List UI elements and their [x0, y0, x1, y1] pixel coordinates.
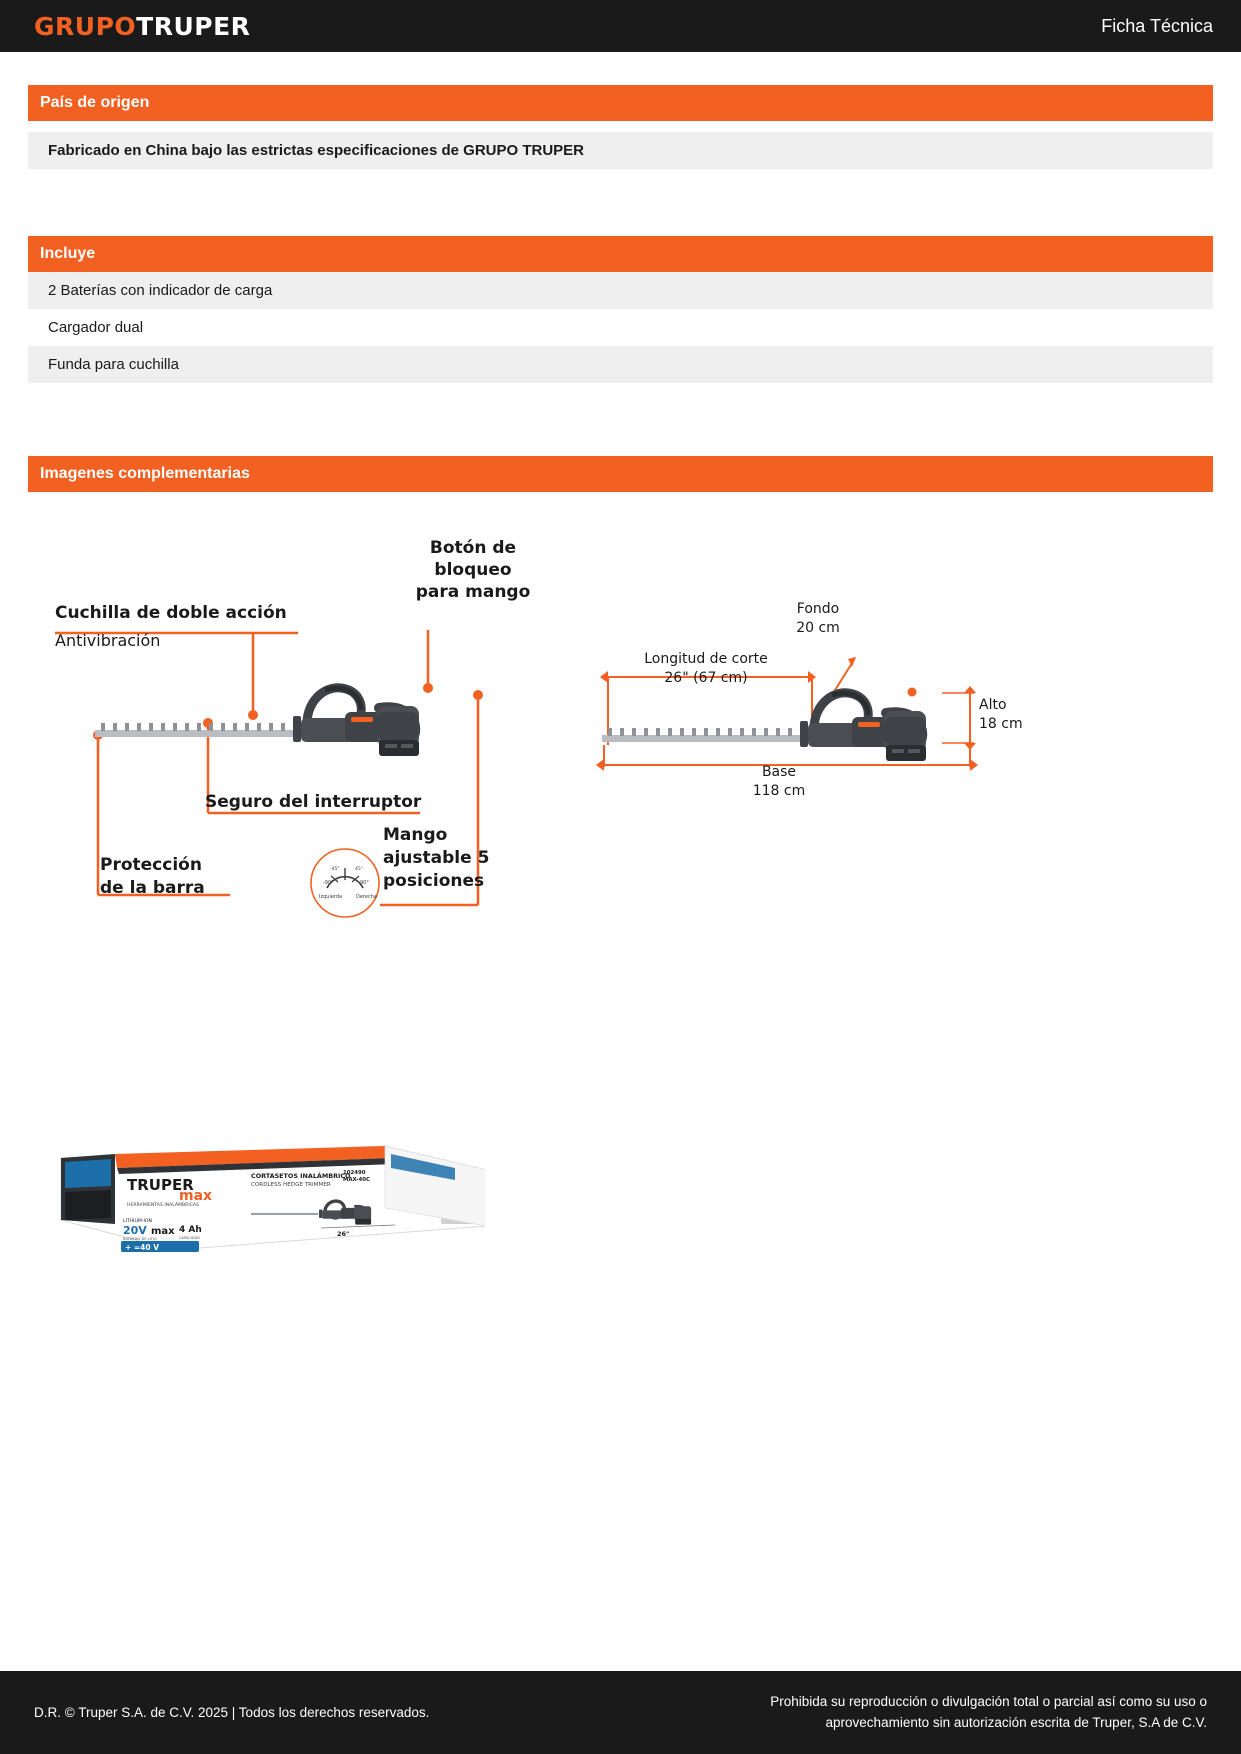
- dial-mid-left-text: -45°: [330, 867, 340, 872]
- section-header-origen: País de origen: [28, 85, 1213, 121]
- dial-right-label-text: Derecha: [356, 894, 377, 900]
- dial-left-degree-text: -90°: [323, 880, 334, 886]
- package-combo-text: + =40 V: [125, 1243, 160, 1252]
- package-model-text: MAX-40C: [343, 1177, 370, 1183]
- callout-label-antivibracion: Antivibración: [55, 631, 161, 650]
- dimension-label-fondo: Fondo 20 cm: [796, 601, 840, 636]
- package-voltage-max-text: max: [151, 1226, 175, 1237]
- package-product-es-text: CORTASETOS INALÁMBRICO: [251, 1172, 351, 1180]
- logo-truper-text: TRUPER: [136, 11, 251, 41]
- package-product-en-text: CORDLESS HEDGE TRIMMER: [251, 1182, 331, 1188]
- handle-rotation-dial-icon: [308, 846, 382, 920]
- callout-label-cuchilla: Cuchilla de doble acción: [55, 603, 287, 623]
- callout-label-boton-bloqueo: Botón de bloqueo para mango: [415, 538, 531, 603]
- callout-label-seguro-interruptor: Seguro del interruptor: [205, 792, 422, 812]
- page-footer: [0, 1671, 1241, 1754]
- package-size-text: 26": [337, 1230, 350, 1238]
- callout-label-proteccion-barra: Protección de la barra: [100, 855, 205, 898]
- dial-mid-right-text: 45°: [355, 867, 363, 872]
- hedge-trimmer-illustration-left: [93, 660, 423, 780]
- callout-label-mango-ajustable: Mango ajustable 5 posiciones: [383, 825, 490, 891]
- package-voltage-text: 20V: [123, 1224, 147, 1237]
- brand-logo: [34, 12, 250, 41]
- dial-left-label-text: Izquierda: [319, 894, 343, 900]
- page-content: [0, 85, 1241, 492]
- package-brand-tagline-text: HERRAMIENTAS INALÁMBRICAS: [127, 1203, 199, 1208]
- dimension-label-base: Base 118 cm: [752, 764, 806, 799]
- page-header: [0, 0, 1241, 52]
- package-capacity-note-text: CAPACIDAD: [179, 1236, 200, 1240]
- package-brand-sub-text: max: [179, 1188, 213, 1204]
- package-brand-text: TRUPER: [127, 1176, 194, 1194]
- incluye-list: [28, 272, 1213, 383]
- page-title: Ficha Técnica: [1101, 15, 1213, 36]
- logo-grupo-text: GRUPO: [34, 11, 137, 41]
- package-capacity-text: 4 Ah: [179, 1225, 202, 1235]
- product-package-photo: [55, 1128, 485, 1253]
- dimension-label-longitud-corte: Longitud de corte 26" (67 cm): [644, 651, 768, 686]
- package-code-text: 102490: [343, 1170, 366, 1176]
- footer-legal: Prohibida su reproducción o divulgación total o parcial así como su uso o aprovechamiento sin autorización escrita de Truper, S.A de C.V.: [770, 1694, 1207, 1730]
- list-item: Funda para cuchilla: [28, 346, 1213, 383]
- dial-right-degree-text: 90°: [360, 880, 369, 886]
- footer-copyright: D.R. © Truper S.A. de C.V. 2025 | Todos los derechos reservados.: [34, 1705, 430, 1720]
- list-item: 2 Baterías con indicador de carga: [28, 272, 1213, 309]
- section-header-incluye: Incluye: [28, 236, 1213, 272]
- package-battery-type-text: LITHIUM-ION: [123, 1219, 152, 1224]
- dimension-label-alto: Alto 18 cm: [979, 697, 1023, 732]
- package-voltage-note-text: BATERÍAS DE LITIO: [123, 1237, 157, 1241]
- list-item: Cargador dual: [28, 309, 1213, 346]
- origen-text-row: Fabricado en China bajo las estrictas especificaciones de GRUPO TRUPER: [28, 132, 1213, 169]
- section-header-imagenes: Imagenes complementarias: [28, 456, 1213, 492]
